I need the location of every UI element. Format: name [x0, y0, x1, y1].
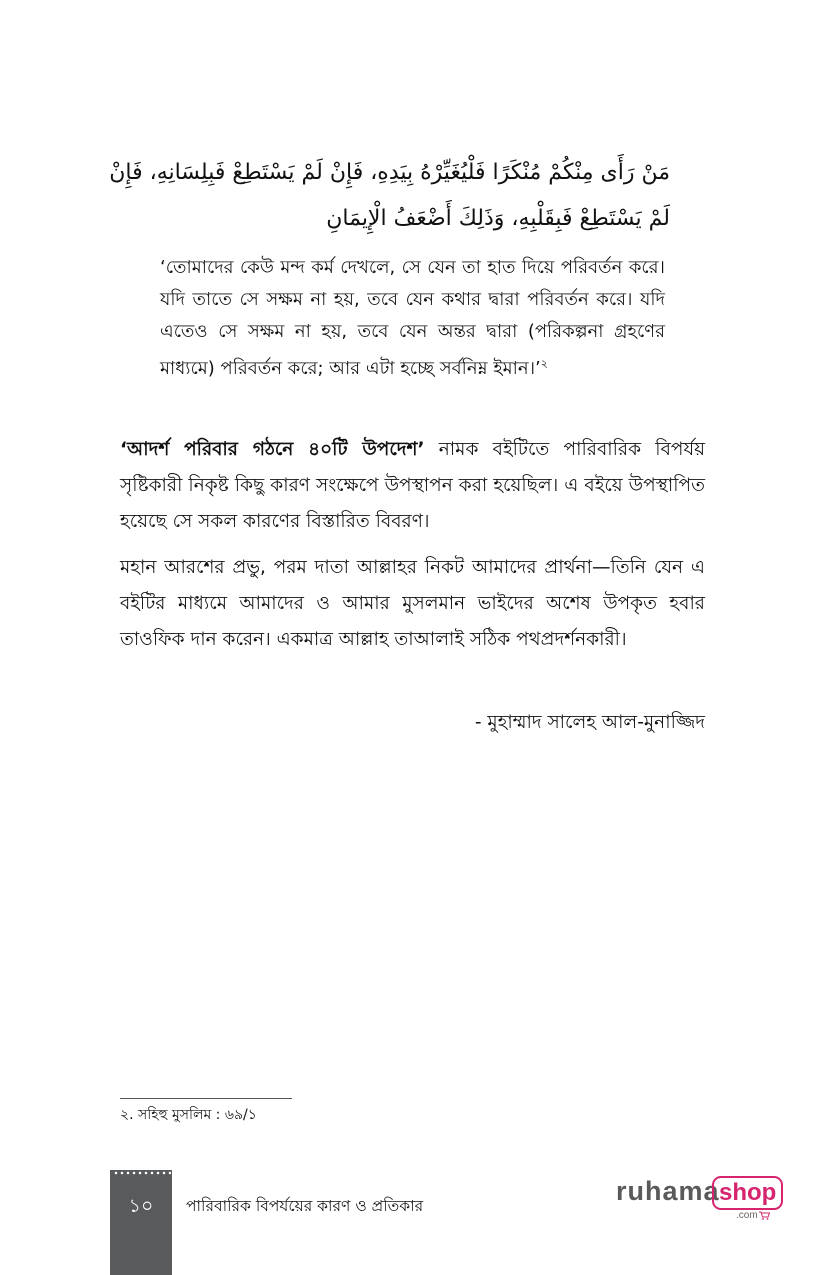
arabic-hadith	[109, 150, 670, 242]
paragraph-prayer: মহান আরশের প্রভু, পরম দাতা আল্লাহর নিকট আমাদের প্রার্থনা—তিনি যেন এ বইটির মাধ্যমে আমাদের ও আমার মুসলমান ভাইদের অশেষ উপকৃত হবার তাওফিক দান করেন। একমাত্র আল্লাহ তাআলাই সঠিক পথপ্রদর্শনকারী।	[120, 557, 705, 650]
arabic-line-1: مَنْ رَأَى مِنْكُمْ مُنْكَرًا فَلْيُغَيِّرْهُ بِيَدِهِ، فَإِنْ لَمْ يَسْتَطِعْ فَبِلِسَانِهِ، فَإِنْ	[109, 160, 670, 185]
footnote: ২. সহিহু মুসলিম : ৬৯/১	[120, 1107, 257, 1123]
arabic-line-2: لَمْ يَسْتَطِعْ فَبِقَلْبِهِ، وَذَلِكَ أَضْعَفُ الْإِيمَانِ	[326, 206, 670, 231]
tab-dots-decoration	[113, 1171, 171, 1175]
paragraph-book-reference	[120, 432, 705, 540]
cart-icon	[759, 1211, 770, 1220]
book-title: ‘আদর্শ পরিবার গঠনে ৪০টি উপদেশ’	[120, 439, 425, 460]
footnote-divider	[120, 1098, 292, 1099]
page-number: ১০	[128, 1195, 154, 1217]
running-title: পারিবারিক বিপর্যয়ের কারণ ও প্রতিকার	[186, 1197, 424, 1215]
logo-shop-badge: shop	[712, 1176, 783, 1210]
hadith-translation	[160, 252, 665, 385]
footnote-ref: ২	[540, 357, 548, 370]
publisher-logo	[616, 1174, 786, 1224]
logo-com-text	[736, 1210, 770, 1221]
quote-text: ‘তোমাদের কেউ মন্দ কর্ম দেখলে, সে যেন তা হাত দিয়ে পরিবর্তন করে। যদি তাতে সে সক্ষম না হয়, তবে যেন কথার দ্বারা পরিবর্তন করে। যদি এতেও সে সক্ষম না হয়, তবে যেন অন্তর দ্বারা (পরিকল্পনা গ্রহণের মাধ্যমে) পরিবর্তন করে; আর এটা হচ্ছে সর্বনিম্ন ইমান।’	[160, 257, 665, 379]
author-signature: - মুহাম্মাদ সালেহ আল-মুনাজ্জিদ	[474, 712, 705, 733]
paragraph-1-text: নামক বইটিতে পারিবারিক বিপর্যয় সৃষ্টিকারী নিকৃষ্ট কিছু কারণ সংক্ষেপে উপস্থাপন করা হয়েছিল। এ বইয়ে উপস্থাপিত হয়েছে সে সকল কারণের বিস্তারিত বিবরণ।	[120, 439, 705, 532]
page-number-tab	[110, 1170, 172, 1275]
logo-ruhama-text: ruhama	[616, 1176, 720, 1206]
logo-com-label: .com	[736, 1210, 758, 1221]
